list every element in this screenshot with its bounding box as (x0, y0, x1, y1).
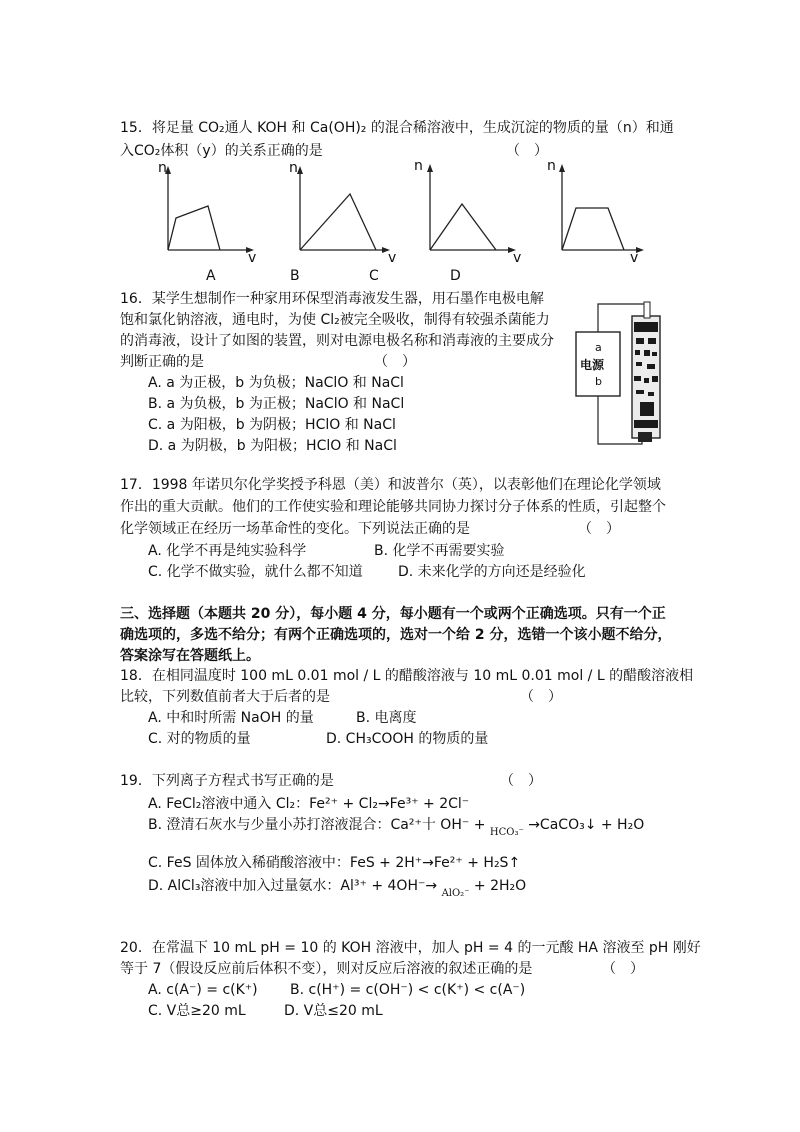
q15-graph-b-n-axis-label: n (289, 160, 298, 176)
q19-option-b (148, 815, 644, 837)
q17-option-d: D. 未来化学的方向还是经验化 (398, 564, 586, 580)
q15-answer-paren: （ ） (506, 143, 548, 159)
q19-stem: 19．下列离子方程式书写正确的是 (120, 773, 334, 789)
section3-heading-line2: 确选项的，多选不给分；有两个正确选项的，选对一个给 2 分，选错一个该小题不给分， (120, 627, 672, 643)
q17-stem-line2: 作出的重大贡献。他们的工作使实验和理论能够共同协力探讨分子体系的性质，引起整个 (120, 499, 666, 515)
q15-graph-c (412, 160, 522, 262)
q16-stem-line4: 判断正确的是 (120, 354, 204, 370)
q16-stem-line2: 饱和氯化钠溶液，通电时，为使 Cl₂被完全吸收，制得有较强杀菌能力 (120, 312, 550, 328)
q15-graph-label-b: B (290, 268, 300, 284)
q15-graph-b (282, 162, 392, 262)
q16-option-a: A. a 为正极，b 为负极；NaClO 和 NaCl (148, 375, 404, 391)
q15-stem-line1: 15．将足量 CO₂通人 KOH 和 Ca(OH)₂ 的混合稀溶液中，生成沉淀的物质的量（n）和通 (120, 120, 674, 136)
q16-option-b: B. a 为负极，b 为正极；NaClO 和 NaCl (148, 396, 405, 412)
q19-answer-paren: （ ） (500, 773, 542, 789)
q20-option-b: B. c(H⁺) = c(OH⁻) < c(K⁺) < c(A⁻) (290, 982, 526, 998)
q19-option-d-text: D. AlCl₃溶液中加入过量氨水：Al³⁺ + 4OH⁻→ (148, 878, 438, 894)
q19-option-c: C. FeS 固体放入稀硝酸溶液中：FeS + 2H⁺→Fe²⁺ + H₂S↑ (148, 855, 521, 871)
q16-answer-paren: （ ） (374, 354, 416, 370)
q17-option-c: C. 化学不做实验，就什么都不知道 (148, 564, 363, 580)
q15-graph-c-n-axis-label: n (414, 158, 423, 174)
power-pole-b-label: b (595, 375, 602, 388)
q17-stem-line1: 17．1998 年诺贝尔化学奖授予科恩（美）和波普尔（英），以表彰他们在理论化学领域 (120, 477, 661, 493)
q15-graph-label-c: C (369, 268, 379, 284)
q19-option-d-aluminate: AlO₂⁻ (441, 888, 470, 899)
q15-graph-label-a: A (206, 268, 216, 284)
q18-option-a: A. 中和时所需 NaOH 的量 (148, 710, 314, 726)
q20-option-c: C. V总≥20 mL (148, 1003, 246, 1019)
q18-stem-line2: 比较，下列数值前者大于后者的是 (120, 689, 330, 705)
q16-option-d: D. a 为阴极，b 为阳极；HClO 和 NaCl (148, 438, 397, 454)
q16-stem-line1: 16．某学生想制作一种家用环保型消毒液发生器，用石墨作电极电解 (120, 291, 544, 307)
q16-stem-line3: 的消毒液，设计了如图的装置，则对电源电极名称和消毒液的主要成分 (120, 333, 554, 349)
q15-graph-a-n-axis-label: n (158, 160, 167, 176)
q15-graph-a-v-axis-label: v (248, 250, 257, 266)
q15-graph-d-n-axis-label: n (547, 158, 556, 174)
q18-answer-paren: （ ） (520, 689, 562, 705)
q19-option-d-product: + 2H₂O (473, 878, 527, 894)
q19-option-b-bicarbonate: HCO₃⁻ (489, 827, 524, 838)
q17-stem-line3: 化学领域正在经历一场革命性的变化。下列说法正确的是 (120, 521, 470, 537)
q15-graph-b-v-axis-label: v (388, 250, 397, 266)
section3-heading-line3: 答案涂写在答题纸上。 (120, 648, 260, 664)
q18-option-b: B. 电离度 (356, 710, 417, 726)
q17-option-a: A. 化学不再是纯实验科学 (148, 543, 307, 559)
power-supply-label: 电源 (580, 358, 605, 372)
power-pole-a-label: a (595, 341, 602, 354)
q15-graph-c-v-axis-label: v (513, 250, 522, 266)
q20-stem-line1: 20．在常温下 10 mL pH = 10 的 KOH 溶液中，加人 pH = 4 的一元酸 HA 溶液至 pH 刚好 (120, 940, 701, 956)
q18-option-c: C. 对的物质的量 (148, 731, 251, 747)
q15-graph-a (150, 162, 260, 262)
q20-stem-line2: 等于 7（假设反应前后体积不变），则对反应后溶液的叙述正确的是 (120, 961, 533, 977)
q17-option-b: B. 化学不再需要实验 (374, 543, 505, 559)
section3-heading-line1: 三、选择题（本题共 20 分），每小题 4 分，每小题有一个或两个正确选项。只有一个正 (120, 606, 666, 622)
q20-option-a: A. c(A⁻) = c(K⁺) (148, 982, 258, 998)
q19-option-a: A. FeCl₂溶液中通入 Cl₂：Fe²⁺ + Cl₂→Fe³⁺ + 2Cl⁻ (148, 796, 470, 812)
q15-graph-d (544, 160, 654, 262)
q20-option-d: D. V总≤20 mL (284, 1003, 383, 1019)
q15-stem-line2: 入CO₂体积（y）的关系正确的是 (120, 143, 323, 159)
q19-option-d (148, 876, 526, 898)
q15-graph-label-d: D (450, 268, 461, 284)
q16-option-c: C. a 为阳极，b 为阴极；HClO 和 NaCl (148, 417, 396, 433)
q19-option-b-product: →CaCO₃↓ + H₂O (528, 817, 645, 833)
q15-graph-d-v-axis-label: v (630, 250, 639, 266)
q18-option-d: D. CH₃COOH 的物质的量 (326, 731, 489, 747)
q19-option-b-text: B. 澄清石灰水与少量小苏打溶液混合：Ca²⁺十 OH⁻ + (148, 817, 486, 833)
q18-stem-line1: 18．在相同温度时 100 mL 0.01 mol / L 的醋酸溶液与 10 mL 0.01 mol / L 的醋酸溶液相 (120, 668, 694, 684)
q20-answer-paren: （ ） (602, 961, 644, 977)
q17-answer-paren: （ ） (578, 521, 620, 537)
